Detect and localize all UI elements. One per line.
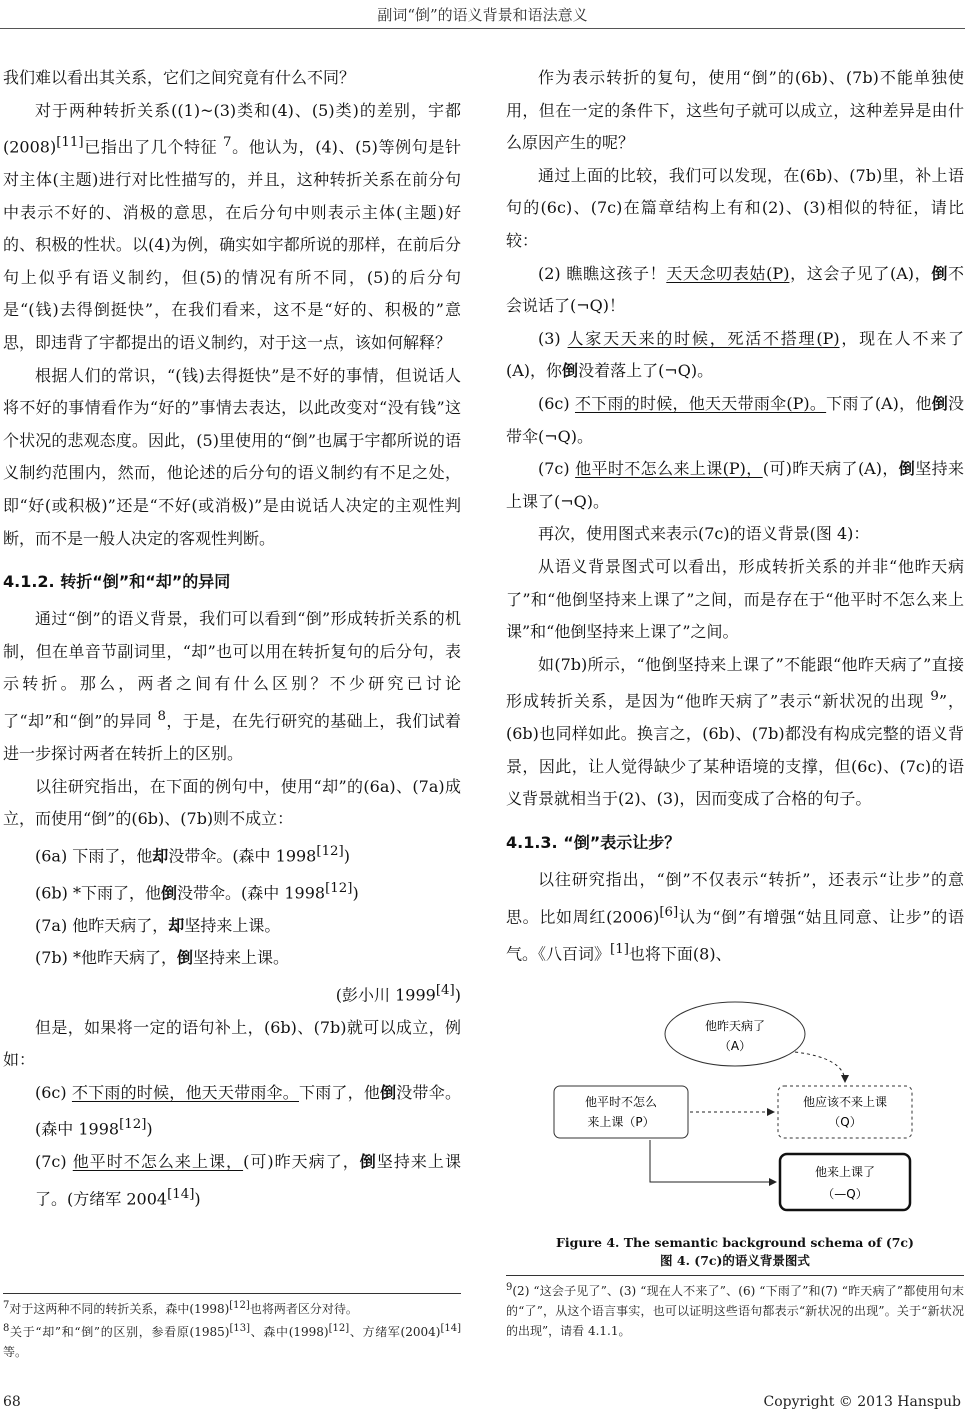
paragraph: 再次，使用图式来表示(7c)的语义背景(图 4)： — [538, 524, 870, 544]
footnote-marker: 7 — [222, 135, 232, 151]
example-7a: (7a) 他昨天病了，却坚持来上课。 — [35, 915, 281, 935]
semantic-background-diagram — [550, 1000, 965, 1220]
citation-line: (彭小川 1999[4]) — [335, 982, 461, 1005]
node-a-label: 他昨天病了 — [704, 1019, 766, 1033]
paragraph — [3, 95, 461, 360]
text: 对于两种转折关系((1)~(3)类和(4)、(5)类)的差别，宇都(2008) — [3, 100, 461, 157]
paragraph: 以往研究指出，“倒”不仅表示“转折”，还表示“让步”的意思。比如周红(2006)[6]认为“倒”有增强“姑且同意、让步”的语气。《八百词》[1]也将下面(8)、 — [506, 869, 964, 963]
text: 通过“倒”的语义背景，我们可以看到“倒”形成转折关系的机制，但在单音节副词里，“却”也可以用在转折复句的后分句，表示转折。那么，两者之间有什么区别？不少研究已讨论了“却”和“倒”的异同 — [3, 609, 461, 731]
page-number: 68 — [3, 1394, 21, 1410]
paragraph: 通过上面的比较，我们可以发现，在(6b)、(7b)里，补上语句的(6c)、(7c)在篇章结构上有和(2)、(3)相似的特征，请比较： — [506, 165, 964, 250]
citation-ref: [11] — [56, 135, 84, 151]
text: 。他认为，(4)、(5)等例句是针对主体(主题)进行对比性描写的，并且，这种转折关系在前分句中表示不好的、消极的意思，在后分句中则表示主体(主题)好的、积极的性状。以(4)为例，确实如宇都所说的那样，在前后分句上似乎有语义制约，但(5)的情况有所不同，(5)的后分句是“(钱)去得倒挺快”，在我们看来，这不是“好的、积极的”意思，即违背了宇都提出的语义制约，对于这一点，该如何解释？ — [3, 137, 461, 353]
section-heading: 4.1.2. 转折“倒”和“却”的异同 — [3, 572, 231, 592]
section-heading: 4.1.3. “倒”表示让步？ — [506, 832, 681, 852]
node-not-q-label: 他来上课了 — [814, 1165, 876, 1179]
example-2: (2) 瞧瞧这孩子！天天念叨表姑(P)，这会子见了(A)，倒不会说话了(¬Q)！ — [506, 263, 964, 316]
paragraph: 作为表示转折的复句，使用“倒”的(6b)、(7b)不能单独使用，但在一定的条件下，这些句子就可以成立，这种差异是由什么原因产生的呢？ — [506, 68, 964, 153]
copyright: Copyright © 2013 Hanspub — [763, 1394, 961, 1410]
node-a-sub: （A） — [718, 1039, 752, 1053]
example-6c-right: (6c) 不下雨的时候，他天天带雨伞(P)。下雨了(A)，他倒没带伞(¬Q)。 — [506, 393, 964, 446]
node-q — [778, 1086, 912, 1138]
footnote-8: $^8$关于“却”和“倒”的区别，参看原(1985)[13]、森中(1998)[12]、方绪军(2004)[14]等。 — [3, 1323, 461, 1359]
running-head: 副词“倒”的语义背景和语法意义 — [377, 6, 588, 24]
node-a — [665, 1002, 805, 1066]
example-6b: (6b) *下雨了，他倒没带伞。(森中 1998[12]) — [35, 880, 359, 902]
footnote-marker: 9 — [930, 689, 939, 705]
text: 已指出了几个特征 — [83, 137, 218, 157]
text: ，于是，在先行研究的基础上，我们试着进一步探讨两者在转折上的区别。 — [3, 711, 461, 763]
example-6a: (6a) 下雨了，他却没带伞。(森中 1998[12]) — [35, 843, 350, 866]
paragraph: 我们难以看出其关系，它们之间究竟有什么不同？ — [3, 68, 356, 87]
node-not-q-sub: （—Q） — [822, 1187, 868, 1201]
arrow-a-to-q — [795, 1052, 845, 1082]
footnote-rule — [3, 1293, 461, 1294]
footnote-marker: 8 — [157, 709, 166, 725]
paragraph — [3, 603, 461, 770]
right-column — [506, 62, 964, 970]
figure-caption — [506, 1234, 964, 1270]
right-footnotes — [506, 1278, 964, 1341]
left-column — [3, 62, 461, 1216]
footnote-9: $^9$(2) “这会子见了”、(3) “现在人不来了”、(6) “下雨了”和(7) “昨天病了”都使用句末的“了”，从这个语言事实，也可以证明这些语句都表示“新状况的出现”。关于“新状况的出现”，请看 4.1.1。 — [506, 1282, 964, 1338]
node-not-q — [780, 1154, 910, 1210]
paragraph: 但是，如果将一定的语句补上，(6b)、(7b)就可以成立，例如： — [3, 1017, 461, 1070]
header-rule — [0, 28, 965, 29]
example-6c: (6c) 不下雨的时候，他天天带雨伞。下雨了，他倒没带伞。(森中 1998[12]) — [35, 1082, 461, 1139]
paragraph: 从语义背景图式可以看出，形成转折关系的并非“他昨天病了”和“他倒坚持来上课了”之间，而是存在于“他平时不怎么来上课”和“他倒坚持来上课了”之间。 — [506, 556, 964, 642]
figure-caption-en: Figure 4. The semantic background schema of (7c) — [556, 1235, 914, 1250]
left-footnotes — [3, 1296, 461, 1362]
paragraph: 以往研究指出，在下面的例句中，使用“却”的(6a)、(7a)成立，而使用“倒”的(6b)、(7b)则不成立： — [3, 776, 461, 829]
figure-caption-zh: 图 4. (7c)的语义背景图式 — [660, 1253, 810, 1268]
node-p — [554, 1086, 688, 1138]
node-q-sub: （Q） — [828, 1115, 862, 1129]
example-7b: (7b) *他昨天病了，倒坚持来上课。 — [35, 948, 290, 968]
node-q-label: 他应该不来上课 — [802, 1095, 888, 1109]
node-p-sub: 来上课（P） — [587, 1115, 655, 1129]
footnote-7: $^7$对于这两种不同的转折关系，森中(1998)[12]也将两者区分对待。 — [3, 1300, 358, 1316]
footnote-rule — [506, 1275, 964, 1276]
arrow-p-to-not-q — [650, 1140, 776, 1182]
paragraph: 如(7b)所示，“他倒坚持来上课了”不能跟“他昨天病了”直接形成转折关系，是因为“他昨天病了”表示“新状况的出现 $^9$”，(6b)也同样如此。换言之，(6b)、(7b)都没有构成完整的语义背景，因此，让人觉得缺少了某种语境的支撑，但(6c)、(7c)的语义背景就相当于(2)、(3)，因而变成了合格的句子。 — [506, 654, 964, 809]
paragraph: 根据人们的常识，“(钱)去得挺快”是不好的事情，但说话人将不好的事情看作为“好的”事情去表达，以此改变对“没有钱”这个状况的悲观态度。因此，(5)里使用的“倒”也属于宇都所说的语义制约范围内，然而，他论述的后分句的语义制约有不足之处，即“好(或积极)”还是“不好(或消极)”是由说话人决定的主观性判断，而不是一般人决定的客观性判断。 — [3, 365, 461, 548]
node-p-label: 他平时不怎么 — [584, 1095, 658, 1109]
example-3: (3) 人家天天来的时候，死活不搭理(P)，现在人不来了(A)，你倒没着落上了(¬Q)。 — [506, 328, 964, 381]
example-7c: (7c) 他平时不怎么来上课，(可)昨天病了，倒坚持来上课了。(方绪军 2004[14]) — [35, 1152, 461, 1209]
example-7c-right: (7c) 他平时不怎么来上课(P)，(可)昨天病了(A)，倒坚持来上课了(¬Q)。 — [506, 459, 964, 511]
